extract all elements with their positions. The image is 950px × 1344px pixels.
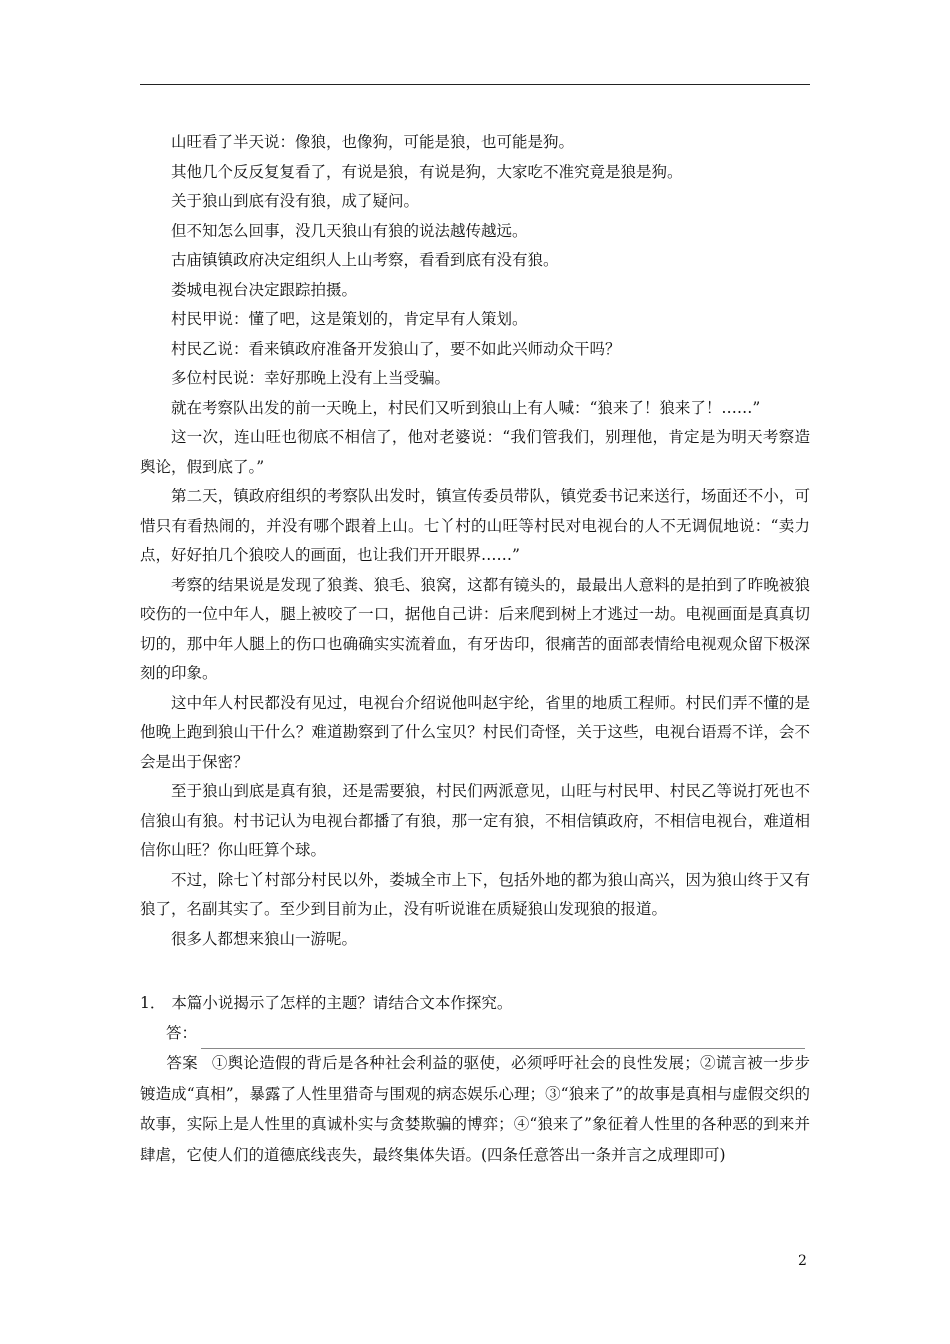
answer-blank-line bbox=[166, 1019, 810, 1049]
answer-label: 答案 bbox=[166, 1054, 198, 1072]
paragraph: 但不知怎么回事，没几天狼山有狼的说法越传越远。 bbox=[171, 221, 528, 240]
paragraph: 村民甲说：懂了吧，这是策划的，肯定早有人策划。 bbox=[171, 310, 528, 328]
paragraph: 古庙镇镇政府决定组织人上山考察，看看到底有没有狼。 bbox=[171, 251, 559, 269]
answer-block bbox=[140, 1048, 810, 1170]
page-number: 2 bbox=[798, 1253, 807, 1269]
question-text: 本篇小说揭示了怎样的主题？请结合文本作探究。 bbox=[171, 994, 513, 1012]
paragraph: 关于狼山到底有没有狼，成了疑问。 bbox=[171, 192, 420, 210]
header-rule bbox=[140, 84, 810, 85]
paragraph: 村民乙说：看来镇政府准备开发狼山了，要不如此兴师动众干吗？ bbox=[171, 339, 621, 358]
question-number: 1． bbox=[140, 994, 166, 1012]
question-1 bbox=[140, 989, 810, 1019]
story-text bbox=[140, 128, 810, 954]
paragraph: 这中年人村民都没有见过，电视台介绍说他叫赵宇纶，省里的地质工程师。村民们弄不懂的是他晚上跑到狼山干什么？难道勘察到了什么宝贝？村民们奇怪，关于这些，电视台语焉不详，会不会是出于保密？ bbox=[140, 693, 810, 771]
paragraph: 娄城电视台决定跟踪拍摄。 bbox=[171, 280, 358, 299]
paragraph: 其他几个反反复复看了，有说是狼，有说是狗，大家吃不准究竟是狼是狗。 bbox=[171, 162, 683, 181]
paragraph: 山旺看了半天说：像狼，也像狗，可能是狼，也可能是狗。 bbox=[171, 133, 575, 151]
paragraph: 这一次，连山旺也彻底不相信了，他对老婆说：“我们管我们，别理他，肯定是为明天考察造舆论，假到底了。” bbox=[140, 428, 810, 476]
paragraph: 至于狼山到底是真有狼，还是需要狼，村民们两派意见，山旺与村民甲、村民乙等说打死也不信狼山有狼。村书记认为电视台都播了有狼，那一定有狼，不相信镇政府，不相信电视台，难道相信你山旺？你山旺算个球。 bbox=[140, 782, 810, 859]
paragraph: 第二天，镇政府组织的考察队出发时，镇宣传委员带队，镇党委书记来送行，场面还不小，可惜只有看热闹的，并没有哪个跟着上山。七丫村的山旺等村民对电视台的人不无调侃地说：“卖力点，好好拍几个狼咬人的画面，也让我们开开眼界……” bbox=[140, 487, 810, 564]
paragraph: 不过，除七丫村部分村民以外，娄城全市上下，包括外地的都为狼山高兴，因为狼山终于又有狼了，名副其实了。至少到目前为止，没有听说谁在质疑狼山发现狼的报道。 bbox=[140, 870, 810, 918]
paragraph: 就在考察队出发的前一天晚上，村民们又听到狼山上有人喊：“狼来了！狼来了！……” bbox=[171, 398, 761, 417]
paragraph: 考察的结果说是发现了狼粪、狼毛、狼窝，这都有镜头的，最最出人意料的是拍到了昨晚被狼咬伤的一位中年人，腿上被咬了一口，据他自己讲：后来爬到树上才逃过一劫。电视画面是真真切切的，那中年人腿上的伤口也确确实实流着血，有牙齿印，很痛苦的面部表情给电视观众留下极深刻的印象。 bbox=[140, 575, 810, 682]
answer-blank bbox=[201, 1028, 805, 1049]
paragraph: 很多人都想来狼山一游呢。 bbox=[171, 929, 358, 948]
answer-text: ①舆论造假的背后是各种社会利益的驱使，必须呼吁社会的良性发展；②谎言被一步步镀造成“真相”，暴露了人性里猎奇与围观的病态娱乐心理；③“狼来了”的故事是真相与虚假交织的故事，实际上是人性里的真诚朴实与贪婪欺骗的博弈；④“狼来了”象征着人性里的各种恶的到来并肆虐，它使人们的道德底线丧失，最终集体失语。(四条任意答出一条并言之成理即可) bbox=[140, 1054, 810, 1164]
answer-prompt: 答： bbox=[166, 1024, 198, 1042]
paragraph: 多位村民说：幸好那晚上没有上当受骗。 bbox=[171, 369, 451, 387]
